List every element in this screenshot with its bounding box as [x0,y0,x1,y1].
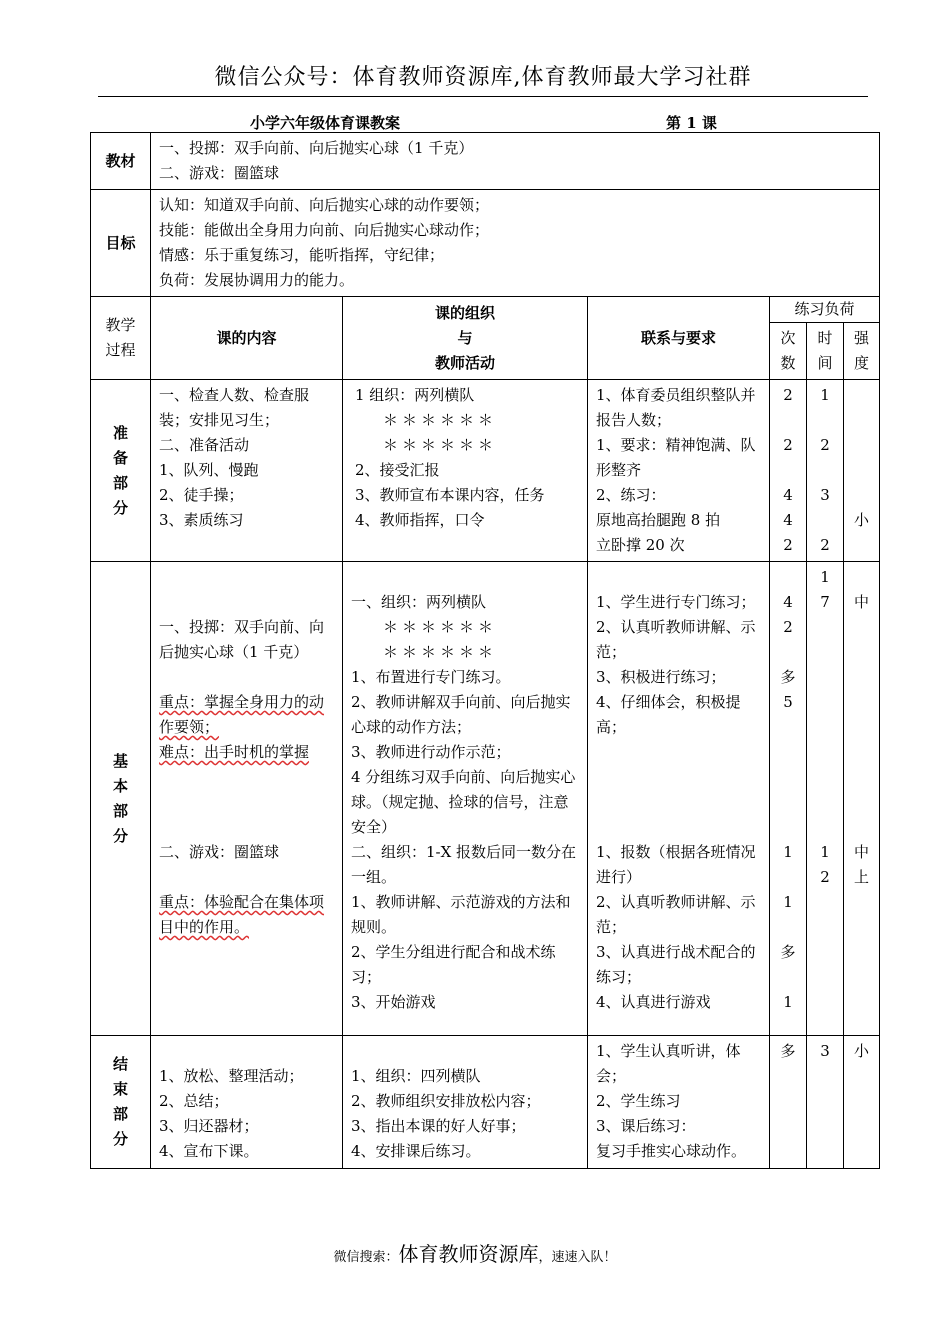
basic-count-value: 1 [783,993,793,1011]
prep-org-line: 3、教师宣布本课内容，任务 [355,486,545,504]
closing-section-row [91,1036,880,1169]
basic-req-line: 4、认真进行游戏 [596,993,711,1011]
prep-intensity-value [844,458,879,483]
formation-stars: ＊＊＊＊＊＊ [383,643,498,661]
closing-count-value: 多 [780,1042,796,1060]
basic-org-line: 3、教师进行动作示范； [351,743,511,761]
basic-req-line: 3、认真进行战术配合的练习； [596,943,756,986]
closing-intensity-value: 小 [854,1042,870,1060]
prep-label [91,380,151,562]
basic-label-char: 部 [112,801,128,820]
closing-count [770,1036,807,1169]
prep-intensity-value [844,433,879,458]
basic-requirements [588,562,770,1036]
col-intensity-text: 强 [854,329,870,347]
material-line: 一、投掷：双手向前、向后抛实心球（1 千克） [159,139,474,157]
material-row [91,133,880,190]
basic-count [770,562,807,1036]
basic-count-value [770,565,806,590]
col-load: 练习负荷 [770,297,880,323]
basic-req-line: 1、学生进行专门练习； [596,593,756,611]
basic-org-line: 一、组织：两列横队 [351,593,487,611]
prep-count-value: 4 [783,511,793,529]
prep-intensity-value [844,483,879,508]
prep-org-line: 4、教师指挥，口令 [355,511,485,529]
basic-count-value: 多 [780,943,796,961]
material-label: 教材 [91,133,151,190]
closing-label-char: 部 [112,1105,128,1123]
material-cell [151,133,880,190]
basic-intensity-value: 中 [854,843,870,861]
col-organization [343,297,588,380]
col-process-text: 过程 [105,341,136,359]
prep-content [151,380,343,562]
basic-org-line: 4 分组练习双手向前、向后抛实心球。（规定抛、捡球的信号，注意安全） [351,768,576,836]
col-process [91,297,151,380]
col-org-text: 教师活动 [434,353,495,372]
closing-organization [343,1036,588,1169]
prep-intensity-value: 小 [854,511,870,529]
prep-label-char: 分 [112,498,128,517]
basic-org-line: 二、组织：1-X 报数后同一数分在一组。 [351,843,577,886]
formation-stars: ＊＊＊＊＊＊ [383,411,498,429]
basic-org-line: 1、布置进行专门练习。 [351,668,511,686]
basic-intensity-value: 中 [854,593,870,611]
basic-time-value: 2 [820,868,830,886]
prep-requirements [588,380,770,562]
prep-req-line: 原地高抬腿跑 8 拍 [596,511,721,529]
col-intensity-text: 度 [854,354,870,372]
prep-content-line: 3、素质练习 [159,511,244,529]
basic-count-value: 多 [780,668,796,686]
goals-cell [151,190,880,297]
basic-organization [343,562,588,1036]
closing-label [91,1036,151,1169]
basic-time [807,562,844,1036]
closing-content-line: 2、总结； [159,1092,229,1110]
prep-content-line: 2、徒手操； [159,486,244,504]
closing-org-line: 2、教师组织安排放松内容； [351,1092,541,1110]
basic-time-value: 1 [820,568,830,586]
basic-count-value: 1 [783,843,793,861]
goals-label: 目标 [91,190,151,297]
prep-content-line: 一、检查人数、检查服装；安排见习生； [159,386,310,429]
basic-req-line: 4、仔细体会，积极提高； [596,693,741,736]
basic-content [151,562,343,1036]
prep-org-line: 2、接受汇报 [355,461,440,479]
basic-section-row [91,562,880,1036]
basic-count-value: 5 [783,693,793,711]
basic-content-item: 二、游戏：圈篮球 [159,843,280,861]
basic-content-item: 一、投掷：双手向前、向后抛实心球（1 千克） [159,618,325,661]
col-process-text: 教学 [105,316,136,334]
basic-org-line: 2、教师讲解双手向前、向后抛实心球的动作方法； [351,693,571,736]
prep-count-value [770,408,806,433]
prep-time-value: 2 [820,536,830,554]
basic-count-value: 2 [783,618,793,636]
col-time [807,323,844,380]
closing-requirements [588,1036,770,1169]
basic-req-line: 1、报数（根据各班情况进行） [596,843,756,886]
closing-org-line: 1、组织：四列横队 [351,1067,481,1085]
col-count [770,323,807,380]
closing-content-line: 4、宣布下课。 [159,1142,259,1160]
prep-count-value: 2 [783,386,793,404]
closing-req-line: 1、学生认真听讲，体会； [596,1042,741,1085]
closing-time [807,1036,844,1169]
prep-req-line: 1、要求：精神饱满、队形整齐 [596,436,756,479]
prep-req-line: 立卧撑 20 次 [596,536,685,554]
basic-org-line: 3、开始游戏 [351,993,436,1011]
closing-org-line: 3、指出本课的好人好事； [351,1117,526,1135]
basic-label-char: 本 [112,776,128,795]
basic-count-value [770,915,806,940]
key-point-a: 重点：掌握全身用力的动作要领； [159,693,325,736]
header-banner: 微信公众号：体育教师资源库,体育教师最大学习社群 [98,60,868,97]
basic-intensity-value: 上 [854,868,870,886]
goal-line: 技能：能做出全身用力向前、向后抛实心球动作； [159,221,490,239]
lesson-plan-table [90,132,880,1169]
doc-title-row [90,112,879,134]
prep-label-char: 备 [112,448,128,467]
prep-time-value: 3 [820,486,830,504]
prep-content-line: 二、准备活动 [159,436,250,454]
goal-line: 负荷：发展协调用力的能力。 [159,271,355,289]
footer [0,1238,950,1267]
prep-label-char: 准 [112,423,128,442]
prep-organization [343,380,588,562]
prep-req-line: 1、体育委员组织整队并报告人数； [596,386,756,429]
basic-label [91,562,151,1036]
prep-intensity-value [844,408,879,433]
closing-req-line: 2、学生练习 [596,1092,681,1110]
closing-content-line: 3、归还器材； [159,1117,259,1135]
prep-section-row [91,380,880,562]
prep-time-value [807,508,843,533]
basic-req-line: 2、认真听教师讲解、示范； [596,893,756,936]
prep-org-line: 1 组织：两列横队 [355,386,475,404]
difficulty-point-a: 难点：出手时机的掌握 [159,743,310,761]
col-time-text: 间 [817,354,833,372]
col-intensity [844,323,880,380]
prep-count [770,380,807,562]
column-header-row [91,297,880,323]
prep-time-value [807,458,843,483]
basic-org-line: 2、学生分组进行配合和战术练习； [351,943,556,986]
closing-req-line: 复习手推实心球动作。 [596,1142,747,1160]
prep-count-value: 2 [783,536,793,554]
prep-time-value [807,408,843,433]
material-line: 二、游戏：圈篮球 [159,164,280,182]
basic-intensity [844,562,880,1036]
col-count-text: 次 [780,329,796,347]
basic-req-line: 2、认真听教师讲解、示范； [596,618,756,661]
basic-count-value [770,640,806,665]
doc-title: 小学六年级体育课教案 [250,114,401,132]
closing-label-char: 束 [112,1080,128,1098]
prep-intensity [844,380,880,562]
prep-count-value [770,458,806,483]
prep-time [807,380,844,562]
footer-suffix: ，速速入队！ [538,1250,617,1265]
col-time-text: 时 [817,329,833,347]
basic-label-char: 分 [112,826,128,845]
basic-req-line: 3、积极进行练习； [596,668,726,686]
goals-row [91,190,880,297]
col-content: 课的内容 [151,297,343,380]
closing-req-line: 3、课后练习： [596,1117,696,1135]
basic-count-value [770,965,806,990]
basic-intensity-value [844,565,879,590]
prep-intensity-value [844,533,879,558]
col-requirements: 联系与要求 [588,297,770,380]
basic-count-value: 4 [783,593,793,611]
closing-org-line: 4、安排课后练习。 [351,1142,481,1160]
prep-time-value: 1 [820,386,830,404]
footer-name: 体育教师资源库 [398,1242,539,1266]
prep-count-value: 2 [783,436,793,454]
key-point-b: 重点：体验配合在集体项目中的作用。 [159,893,325,936]
col-count-text: 数 [780,354,796,372]
prep-label-char: 部 [112,473,128,492]
closing-content-line: 1、放松、整理活动； [159,1067,304,1085]
basic-time-value: 7 [820,593,830,611]
footer-prefix: 微信搜索： [333,1250,399,1265]
prep-req-line: 2、练习： [596,486,666,504]
goal-line: 情感：乐于重复练习，能听指挥，守纪律； [159,246,445,264]
col-org-text: 与 [457,328,473,347]
basic-count-value: 1 [783,893,793,911]
formation-stars: ＊＊＊＊＊＊ [383,436,498,454]
prep-time-value: 2 [820,436,830,454]
prep-intensity-value [844,383,879,408]
prep-count-value: 4 [783,486,793,504]
prep-content-line: 1、队列、慢跑 [159,461,259,479]
basic-time-value: 1 [820,843,830,861]
closing-intensity [844,1036,880,1169]
basic-org-line: 1、教师讲解、示范游戏的方法和规则。 [351,893,571,936]
col-org-text: 课的组织 [434,303,495,322]
lesson-number: 第 1 课 [666,114,717,132]
closing-content [151,1036,343,1169]
closing-label-char: 结 [112,1055,128,1073]
closing-label-char: 分 [112,1130,128,1148]
closing-time-value: 3 [820,1042,830,1060]
goal-line: 认知：知道双手向前、向后抛实心球的动作要领； [159,196,490,214]
formation-stars: ＊＊＊＊＊＊ [383,618,498,636]
basic-label-char: 基 [112,751,128,770]
basic-count-value [770,865,806,890]
